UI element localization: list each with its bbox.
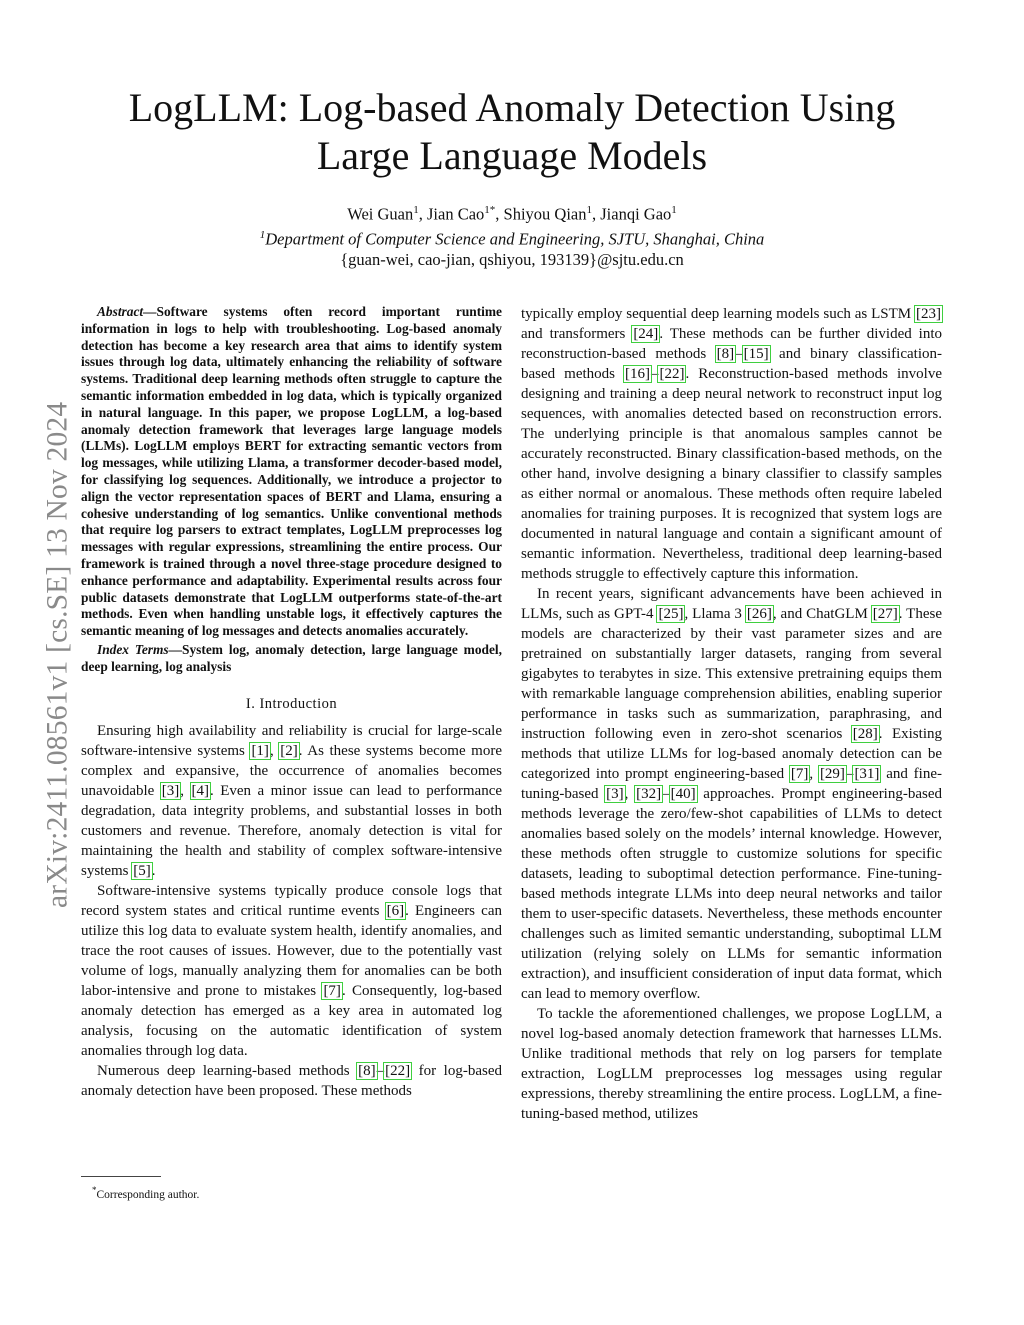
citation-link[interactable]: [2] [280,742,298,759]
citation-link[interactable]: [3] [161,782,180,799]
citation-link[interactable]: [4] [191,782,209,799]
citation-link[interactable]: [40] [670,786,696,802]
right-column [521,304,942,1124]
citation-link[interactable]: [24] [633,326,659,342]
author-mark: 1 [671,204,677,216]
intro-paragraph: Numerous deep learning-based methods [8]–[22] for log-based anomaly detection have been proposed. These methods [81,1062,502,1099]
citation-link[interactable]: [8] [716,346,735,362]
footnote-mark: * [92,1185,97,1195]
author-name: Jian Cao [426,204,485,224]
paper-title [0,84,1024,180]
abstract-text: Software systems often record important runtime information in logs to help with troubleshooting. Log-based anomaly detection has become a key research area that aims to identify system issues through log data, ultimately enhancing the reliability of software systems. Traditional deep learning methods often struggle to capture the semantic information embedded in log data, which is typically organized in natural language. In this paper, we propose LogLLM, a log-based anomaly detection framework that leverages large language models (LLMs). LogLLM employs BERT for extracting semantic vectors from log messages, while utilizing Llama, a transformer decoder-based model, for classifying log sequences. Additionally, we introduce a projector to align the vector representation spaces of BERT and Llama, ensuring a cohesive understanding of log semantics. Unlike conventional methods that require log parsers to extract templates, LogLLM preprocesses log messages with regular expressions, streamlining the entire process. Our framework is trained through a novel three-stage procedure designed to enhance performance and adaptability. Experimental results across four public datasets demonstrate that LogLLM outperforms state-of-the-art methods. Even when handling unstable logs, it effectively captures the semantic meaning of log messages and detects anomalies accurately. [81,304,502,639]
author-emails: {guan-wei, cao-jian, qshiyou, 193139}@sjtu.edu.cn [340,250,684,269]
citation-link[interactable]: [7] [323,982,341,999]
left-column [81,304,502,1101]
citation-link[interactable]: [22] [385,1062,411,1079]
footnote-rule [81,1176,161,1177]
arxiv-identifier: arXiv:2411.08561v1 [cs.SE] 13 Nov 2024 [41,401,74,909]
index-terms-text: System log, anomaly detection, large language model, deep learning, log analysis [81,641,502,674]
citation-link[interactable]: [1] [251,742,269,759]
intro-paragraph: Ensuring high availability and reliability is crucial for large-scale software-intensive systems [1], [2]. As these systems become more complex and expansive, the occurrence of anomalies becomes unavoidable [3], [4]. Even a minor issue can lead to performance degradation, data integrity problems, and substantial losses in both customers and revenue. Therefore, anomaly detection is vital for maintaining the health and stability of complex software-intensive systems [5]. [81,722,503,879]
citation-link[interactable]: [31] [854,766,880,782]
index-terms [81,642,502,676]
author-mark: 1 [413,204,419,216]
title-line-2: Large Language Models [316,133,708,178]
citation-link[interactable]: [8] [358,1062,376,1079]
title-line-1: LogLLM: Log-based Anomaly Detection Using [128,85,896,130]
intro-paragraph: To tackle the aforementioned challenges, we propose LogLLM, a novel log-based anomaly detection framework that harnesses LLMs. Unlike traditional methods that rely on log parsers for template extraction, LogLLM preprocesses log messages using regular expressions, thereby streamlining the entire process. LogLLM, a fine-tuning-based method, utilizes [521,1006,942,1122]
citation-link[interactable]: [23] [916,306,941,322]
citation-link[interactable]: [22] [659,366,685,382]
section-heading-introduction: I. Introduction [245,695,338,712]
author-mark: 1 [586,204,592,216]
author-name: Shiyou Qian [503,204,587,224]
author-names: Wei Guan$^1$, Jian Cao$^{1*}$, Shiyou Qian$^1$, Jianqi Gao$^1$ [347,204,677,224]
author-mark: 1* [484,204,496,216]
citation-link[interactable]: [7] [790,766,809,782]
citation-link[interactable]: [15] [743,346,769,362]
citation-link[interactable]: [6] [386,902,405,919]
abstract-label: Abstract— [97,304,157,319]
intro-paragraph: In recent years, significant advancements have been achieved in LLMs, such as GPT-4 [25], Llama 3 [26], and ChatGLM [27]. These models are characterized by their vast parameter sizes and are pretrained on substantially larger datasets, ranging from several gigabytes to terabytes in size. This extensive pretraining equips them with remarkable language comprehension abilities, enabling superior performance in tasks such as summarization, paraphrasing, and instruction following even in zero-shot scenarios [28]. Existing methods that utilize LLMs for log-based anomaly detection can be categorized into prompt engineering-based [7], [29]–[31] and fine-tuning-based [3], [32]–[40] approaches. Prompt engineering-based methods leverage the zero/few-shot capabilities of LLMs to detect anomalies based solely on the models’ internal knowledge. However, these methods often struggle to customize solutions for specific datasets, leading to suboptimal detection performance. Fine-tuning-based methods integrate LLMs into deep neural networks and tailor them to user-specific datasets. Nevertheless, these methods encounter challenges such as limited semantic understanding, suboptimal LLM utilization (relying solely on LLMs for semantic information extraction), and insufficient consideration of input data format, which can lead to memory overflow. [521,586,943,1002]
author-name: Jianqi Gao [600,204,672,224]
citation-link[interactable]: [16] [624,366,650,382]
citation-link[interactable]: [26] [746,606,772,622]
footnote [92,1185,199,1201]
citation-link[interactable]: [25] [658,606,684,622]
citation-link[interactable]: [28] [852,726,878,742]
index-terms-label: Index Terms— [97,641,183,657]
citation-link[interactable]: [27] [872,606,898,622]
author-name: Wei Guan [347,204,414,224]
citation-link[interactable]: [32] [636,786,662,802]
citation-link[interactable]: [5] [133,862,151,879]
abstract [81,304,502,640]
footnote-text: Corresponding author. [96,1188,200,1201]
affiliation: $^1$Department of Computer Science and Engineering, SJTU, Shanghai, China [259,228,765,248]
intro-paragraph: Software-intensive systems typically produce console logs that record system states and critical runtime events [6]. Engineers can utilize this log data to evaluate system health, identify anomalies, and trace the root causes of issues. However, due to the potentially vast volume of logs, manually analyzing them for anomalies can be both labor-intensive and prone to mistakes [7]. Consequently, log-based anomaly detection has emerged as a key area in automated log analysis, focusing on the automatic identification of system anomalies through log data. [81,882,502,1059]
author-block [0,200,1024,270]
citation-link[interactable]: [29] [819,766,845,782]
intro-paragraph-continued: typically employ sequential deep learning models such as LSTM [23] and transformers [24]. These methods can be further divided into reconstruction-based methods [8]–[15] and binary classification-based methods [16]–[22]. Reconstruction-based methods involve designing and training a deep neural network to reconstruct input log sequences, with anomalies detected based on reconstruction errors. The underlying principle is that anomalous samples cannot be accurately reconstructed. Binary classification-based methods, on the other hand, involve designing a binary classifier to classify samples as either normal or anomalous. These methods often require labeled anomalies for training purposes. It is recognized that system logs are documented in natural language and contain a significant amount of semantic information. Nevertheless, traditional deep learning-based methods struggle to effectively capture this information. [521,306,942,582]
citation-link[interactable]: [3] [606,786,624,802]
